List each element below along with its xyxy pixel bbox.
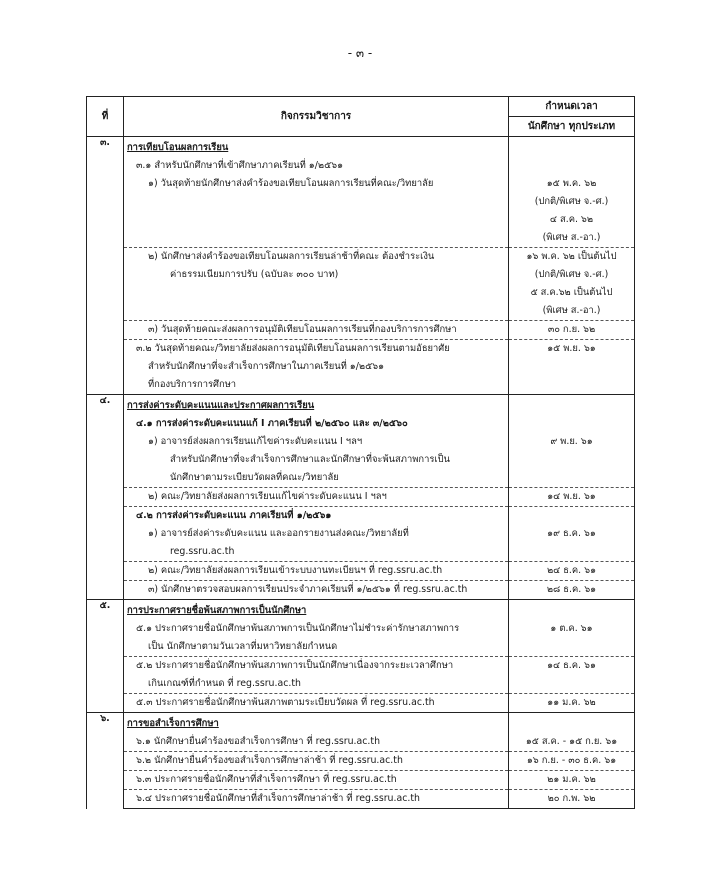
activity-text: reg.ssru.ac.th xyxy=(170,546,235,557)
activity-text: ๔.๒ การส่งค่าระดับคะแนน ภาคเรียนที่ ๑/๒๕๖๑ xyxy=(136,510,332,521)
date-text: ๔ ส.ค. ๖๒ xyxy=(549,214,594,225)
activity-cell xyxy=(124,175,509,248)
section-title: การประกาศรายชื่อพ้นสภาพการเป็นนักศึกษา xyxy=(127,605,307,616)
section-header-row xyxy=(87,137,635,158)
date-cell xyxy=(509,733,635,752)
activity-text: ๖.๓ ประกาศรายชื่อนักศึกษาที่สำเร็จการศึกษา ที่ reg.ssru.ac.th xyxy=(136,774,397,785)
activity-text: ๖.๒ นักศึกษายื่นคำร้องขอสำเร็จการศึกษาล่าช้า ที่ reg.ssru.ac.th xyxy=(136,755,403,766)
table-row xyxy=(87,488,635,507)
activity-cell xyxy=(124,248,509,321)
section-title: การส่งค่าระดับคะแนนและประกาศผลการเรียน xyxy=(127,400,315,411)
date-text: (ปกติ/พิเศษ จ.-ศ.) xyxy=(534,269,609,280)
activity-cell xyxy=(124,657,509,694)
table-row xyxy=(87,433,635,488)
activity-text: สำหรับนักศึกษาที่จะสำเร็จการศึกษาและนักศึกษาที่จะพ้นสภาพการเป็น xyxy=(170,454,450,465)
section-title: การขอสำเร็จการศึกษา xyxy=(127,718,219,729)
date-text: ๓๐ ก.ย. ๖๒ xyxy=(547,324,596,335)
date-cell xyxy=(509,248,635,321)
table-row xyxy=(87,694,635,713)
table-row xyxy=(87,620,635,657)
date-cell xyxy=(509,415,635,433)
date-text: ๑๖ ก.ย. - ๓๐ ธ.ค. ๖๑ xyxy=(526,755,617,766)
table-row xyxy=(87,581,635,600)
section-title-cell xyxy=(124,137,509,158)
activity-cell xyxy=(124,157,509,175)
table-row xyxy=(87,771,635,790)
date-cell xyxy=(509,157,635,175)
table-row xyxy=(87,415,635,433)
section-date-cell xyxy=(509,395,635,416)
activity-text: ๒) คณะ/วิทยาลัยส่งผลการเรียนเข้าระบบงานทะเบียนฯ ที่ reg.ssru.ac.th xyxy=(148,565,443,576)
date-text: ๒๐ ก.พ. ๖๒ xyxy=(547,793,596,804)
activity-cell xyxy=(124,790,509,809)
section-header-row xyxy=(87,713,635,734)
activity-text: ๔.๑ การส่งค่าระดับคะแนนแก้ I ภาคเรียนที่ ๒/๒๕๖๐ และ ๓/๒๕๖๐ xyxy=(136,418,408,429)
table-row xyxy=(87,752,635,771)
activity-text: ๓.๑ สำหรับนักศึกษาที่เข้าศึกษาภาคเรียนที่ ๑/๒๕๖๑ xyxy=(136,160,344,171)
activity-text: ๖.๑ นักศึกษายื่นคำร้องขอสำเร็จการศึกษา ที่ reg.ssru.ac.th xyxy=(136,736,381,747)
activity-cell xyxy=(124,620,509,657)
date-text: ๒๔ ธ.ค. ๖๑ xyxy=(546,565,597,576)
date-text: ๙ พ.ย. ๖๑ xyxy=(550,436,593,447)
activity-text: เป็น นักศึกษาตามวันเวลาที่มหาวิทยาลัยกำหนด xyxy=(148,641,338,652)
date-cell xyxy=(509,771,635,790)
date-text: ๑ ต.ค. ๖๑ xyxy=(550,623,593,634)
table-row xyxy=(87,340,635,395)
activity-cell xyxy=(124,694,509,713)
date-text: ๒๑ ม.ค. ๖๒ xyxy=(547,774,596,785)
date-cell xyxy=(509,562,635,581)
date-cell xyxy=(509,433,635,488)
activity-cell xyxy=(124,752,509,771)
date-text: ๑๔ ธ.ค. ๖๑ xyxy=(547,660,596,671)
section-title: การเทียบโอนผลการเรียน xyxy=(127,142,229,153)
header-all-students: นักศึกษา ทุกประเภท xyxy=(509,117,635,137)
table-row xyxy=(87,562,635,581)
date-text: ๒๘ ธ.ค. ๖๑ xyxy=(546,584,597,595)
activity-text: ๑) วันสุดท้ายนักศึกษาส่งคำร้องขอเทียบโอนผลการเรียนที่คณะ/วิทยาลัย xyxy=(148,178,434,189)
activity-text: ที่กองบริการการศึกษา xyxy=(148,379,237,390)
activity-cell xyxy=(124,433,509,488)
date-text: (พิเศษ ส.-อา.) xyxy=(542,232,601,243)
activity-cell xyxy=(124,525,509,562)
activity-text: ๒) นักศึกษาส่งคำร้องขอเทียบโอนผลการเรียนล่าช้าที่คณะ ต้องชำระเงิน xyxy=(148,251,435,262)
section-header-row xyxy=(87,600,635,621)
table-row xyxy=(87,175,635,248)
date-text: ๑๔ พ.ย. ๖๑ xyxy=(547,491,596,502)
header-activity: กิจกรรมวิชาการ xyxy=(124,97,509,137)
activity-text: สำหรับนักศึกษาที่จะสำเร็จการศึกษาในภาคเรียนที่ ๑/๒๕๖๑ xyxy=(148,361,385,372)
activity-cell xyxy=(124,321,509,340)
section-number: ๕. xyxy=(87,600,124,713)
section-number: ๓. xyxy=(87,137,124,395)
table-body xyxy=(87,137,635,809)
section-title-cell xyxy=(124,600,509,621)
section-title-cell xyxy=(124,395,509,416)
activity-text: ๖.๔ ประกาศรายชื่อนักศึกษาที่สำเร็จการศึกษาล่าช้า ที่ reg.ssru.ac.th xyxy=(136,793,420,804)
section-header-row xyxy=(87,395,635,416)
table-row xyxy=(87,733,635,752)
activity-text: เกินเกณฑ์ที่กำหนด ที่ reg.ssru.ac.th xyxy=(148,678,301,689)
activity-cell xyxy=(124,415,509,433)
section-title-cell xyxy=(124,713,509,734)
section-number: ๖. xyxy=(87,713,124,809)
date-cell xyxy=(509,321,635,340)
section-date-cell xyxy=(509,137,635,158)
date-text: ๑๙ ธ.ค. ๖๑ xyxy=(547,528,596,539)
activity-text: ๓) นักศึกษาตรวจสอบผลการเรียนประจำภาคเรียนที่ ๑/๒๕๖๑ ที่ reg.ssru.ac.th xyxy=(148,584,468,595)
activity-cell xyxy=(124,340,509,395)
table-row xyxy=(87,248,635,321)
activity-text: ๕.๒ ประกาศรายชื่อนักศึกษาพ้นสภาพการเป็นนักศึกษาเนื่องจากระยะเวลาศึกษา xyxy=(136,660,454,671)
date-cell xyxy=(509,581,635,600)
page-number: - ๓ - xyxy=(347,46,373,60)
activity-text: ๕.๓ ประกาศรายชื่อนักศึกษาพ้นสภาพตามระเบียบวัดผล ที่ reg.ssru.ac.th xyxy=(136,697,435,708)
date-cell xyxy=(509,525,635,562)
activity-text: ๒) คณะ/วิทยาลัยส่งผลการเรียนแก้ไขค่าระดับคะแนน I ฯลฯ xyxy=(148,491,387,502)
header-schedule: กำหนดเวลา xyxy=(509,97,635,117)
activity-text: ค่าธรรมเนียมการปรับ (ฉบับละ ๓๐๐ บาท) xyxy=(170,269,339,280)
activity-text: นักศึกษาตามระเบียบวัดผลที่คณะ/วิทยาลัย xyxy=(170,472,339,483)
activity-cell xyxy=(124,771,509,790)
activity-cell xyxy=(124,562,509,581)
date-cell xyxy=(509,657,635,694)
activity-cell xyxy=(124,488,509,507)
date-cell xyxy=(509,507,635,526)
activity-cell xyxy=(124,733,509,752)
activity-text: ๓.๒ วันสุดท้ายคณะ/วิทยาลัยส่งผลการอนุมัติเทียบโอนผลการเรียนตามอัธยาศัย xyxy=(136,343,450,354)
section-number: ๔. xyxy=(87,395,124,600)
activity-text: ๕.๑ ประกาศรายชื่อนักศึกษาพ้นสภาพการเป็นนักศึกษาไม่ชำระค่ารักษาสภาพการ xyxy=(136,623,460,634)
academic-schedule-table xyxy=(86,96,635,809)
activity-cell xyxy=(124,581,509,600)
date-text: ๑๑ ม.ค. ๖๒ xyxy=(547,697,596,708)
date-text: ๑๕ พ.ค. ๖๒ xyxy=(546,178,597,189)
date-text: ๕ ส.ค.๖๒ เป็นต้นไป xyxy=(530,287,613,298)
date-cell xyxy=(509,175,635,248)
table-row xyxy=(87,321,635,340)
date-text: ๑๕ พ.ย. ๖๑ xyxy=(547,343,596,354)
table-row xyxy=(87,525,635,562)
activity-text: ๑) อาจารย์ส่งผลการเรียนแก้ไขค่าระดับคะแนน I ฯลฯ xyxy=(148,436,363,447)
activity-text: ๓) วันสุดท้ายคณะส่งผลการอนุมัติเทียบโอนผลการเรียนที่กองบริการการศึกษา xyxy=(148,324,457,335)
table-row xyxy=(87,657,635,694)
date-text: (ปกติ/พิเศษ จ.-ศ.) xyxy=(534,196,609,207)
date-cell xyxy=(509,790,635,809)
table-header xyxy=(87,97,635,137)
table-row xyxy=(87,507,635,526)
date-cell xyxy=(509,488,635,507)
section-date-cell xyxy=(509,600,635,621)
date-cell xyxy=(509,752,635,771)
activity-text: ๑) อาจารย์ส่งค่าระดับคะแนน และออกรายงานส่งคณะ/วิทยาลัยที่ xyxy=(148,528,409,539)
table-row xyxy=(87,790,635,809)
date-text: (พิเศษ ส.-อา.) xyxy=(542,305,601,316)
activity-cell xyxy=(124,507,509,526)
date-text: ๑๖ พ.ค. ๖๒ เป็นต้นไป xyxy=(526,251,617,262)
header-no: ที่ xyxy=(87,97,124,137)
date-cell xyxy=(509,694,635,713)
date-text: ๑๕ ส.ค. - ๑๕ ก.ย. ๖๑ xyxy=(525,736,618,747)
date-cell xyxy=(509,620,635,657)
date-cell xyxy=(509,340,635,395)
table-row xyxy=(87,157,635,175)
section-date-cell xyxy=(509,713,635,734)
